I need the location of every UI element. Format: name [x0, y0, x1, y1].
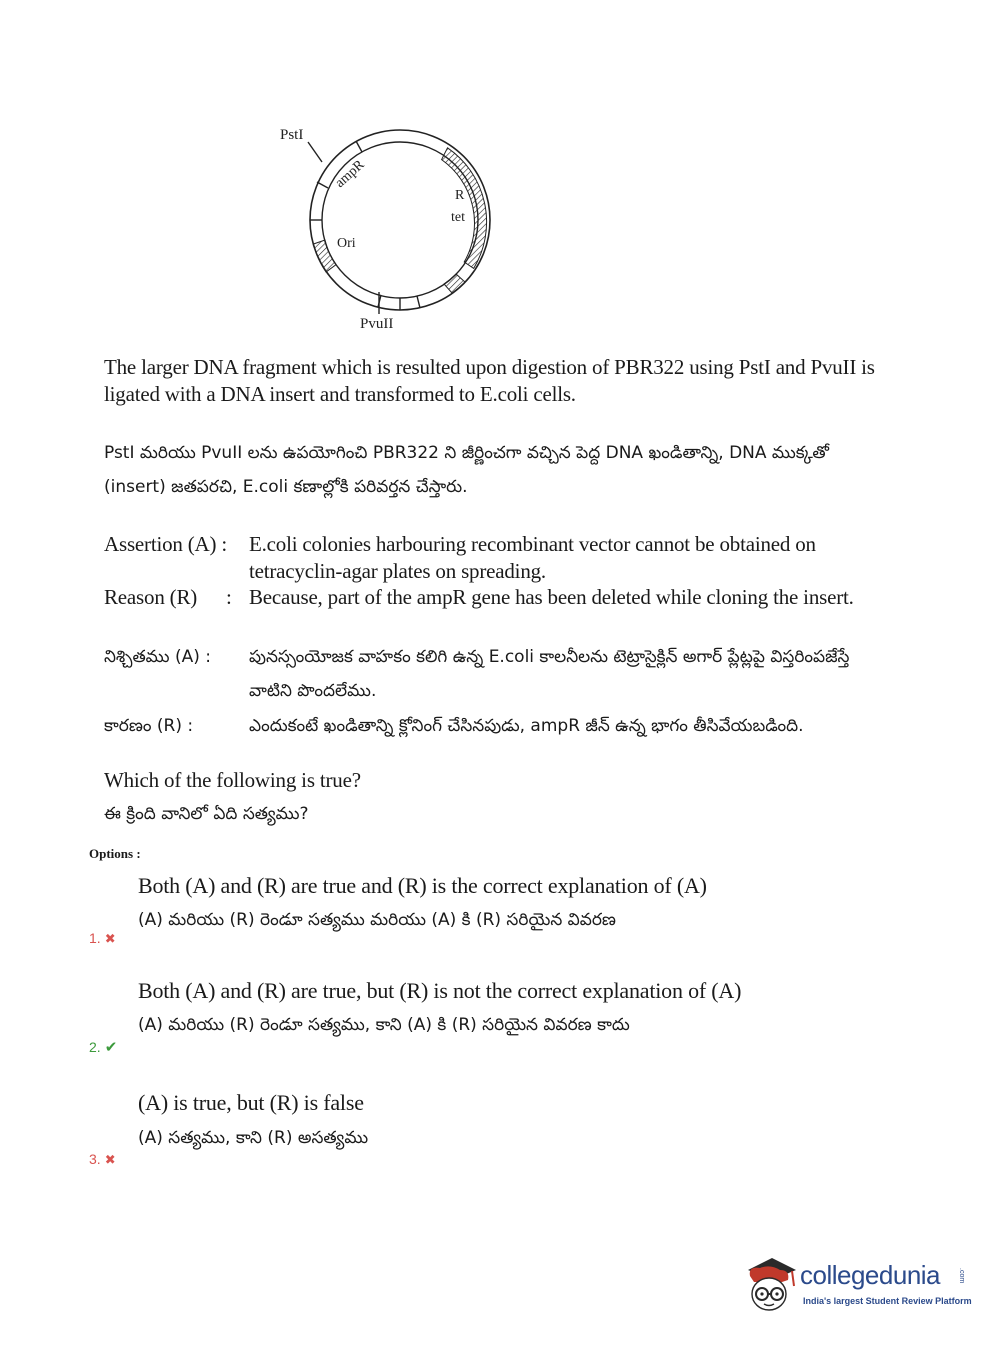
- tet-region: [442, 148, 487, 269]
- ampr-label: ampR: [332, 157, 368, 191]
- cross-icon: ✖: [104, 1152, 116, 1167]
- option-1-telugu: (A) మరియు (R) రెండూ సత్యము మరియు (A) కి (R) సరియైన వివరణ: [138, 910, 616, 930]
- reason-label: Reason (R): [104, 585, 198, 609]
- assertion-telugu-text: పునస్సంయోజక వాహకం కలిగి ఉన్న E.coli కాలనీలను టెట్రాసైక్లిన్ అగార్ ప్లేట్లపై విస్తరింపజేస్తే వాటిని పొందలేము.: [249, 647, 850, 701]
- check-icon: ✔: [104, 1039, 118, 1056]
- plasmid-diagram: [260, 110, 540, 340]
- option-3-number-text: 3.: [89, 1151, 101, 1167]
- assertion-row: [104, 531, 884, 585]
- collegedunia-logo[interactable]: [742, 1252, 972, 1318]
- question-english: The larger DNA fragment which is resulted upon digestion of PBR322 using PstI and PvuII is ligated with a DNA insert and transformed to E.coli cells.: [104, 355, 875, 406]
- assertion-label: Assertion (A) :: [104, 532, 227, 556]
- psti-label: PstI: [280, 127, 304, 143]
- options-heading: Options :: [89, 846, 141, 861]
- reason-telugu-text: ఎందుకంటే ఖండితాన్ని క్లోనింగ్ చేసినపుడు, ampR జీన్ ఉన్న భాగం తీసివేయబడింది.: [249, 716, 804, 736]
- brand-com: .com: [958, 1268, 965, 1284]
- r-label: R: [455, 188, 465, 203]
- assertion-text: E.coli colonies harbouring recombinant vector cannot be obtained on tetracyclin-agar plates on spreading.: [249, 532, 816, 583]
- brand-name: collegedunia: [800, 1260, 941, 1290]
- option-2-number: [89, 1038, 117, 1056]
- reason-telugu-row: [104, 709, 884, 743]
- option-3-number: [89, 1151, 116, 1168]
- option-1-english: Both (A) and (R) are true and (R) is the correct explanation of (A): [138, 873, 707, 898]
- option-3-english: (A) is true, but (R) is false: [138, 1090, 364, 1115]
- hatch-segment: [444, 274, 465, 293]
- cross-icon: ✖: [104, 931, 116, 946]
- option-2-number-text: 2.: [89, 1039, 101, 1055]
- prompt-telugu: ఈ క్రింది వానిలో ఏది సత్యము?: [104, 804, 309, 824]
- pvuii-label: PvuII: [360, 316, 394, 332]
- reason-row: [104, 584, 884, 611]
- assertion-telugu-label: నిశ్చితము (A) :: [104, 647, 211, 667]
- tet-label: tet: [451, 210, 465, 225]
- brand-tagline: India's largest Student Review Platform: [803, 1296, 972, 1306]
- option-1-number-text: 1.: [89, 930, 101, 946]
- mascot-icon: [742, 1252, 798, 1314]
- reason-text: Because, part of the ampR gene has been deleted while cloning the insert.: [249, 585, 854, 609]
- option-3-telugu: (A) సత్యము, కాని (R) అసత్యము: [138, 1128, 369, 1148]
- reason-colon: :: [226, 585, 232, 609]
- reason-telugu-label: కారణం (R) :: [104, 716, 194, 736]
- ori-label: Ori: [337, 236, 356, 251]
- prompt-english: Which of the following is true?: [104, 768, 361, 792]
- option-2-telugu: (A) మరియు (R) రెండూ సత్యము, కాని (A) కి (R) సరియైన వివరణ కాదు: [138, 1015, 630, 1035]
- assertion-telugu-row: [104, 640, 884, 710]
- question-telugu: PstI మరియు PvuII లను ఉపయోగించి PBR322 ని జీర్ణించగా వచ్చిన పెద్ద DNA ఖండితాన్ని, DNA ముక్కతో (insert) జతపరచి, E.coli కణాల్లోకి పరివర్తన చేస్తారు.: [104, 443, 830, 497]
- option-1-number: [89, 930, 116, 947]
- option-2-english: Both (A) and (R) are true, but (R) is not the correct explanation of (A): [138, 978, 742, 1003]
- psti-pointer: [308, 142, 322, 162]
